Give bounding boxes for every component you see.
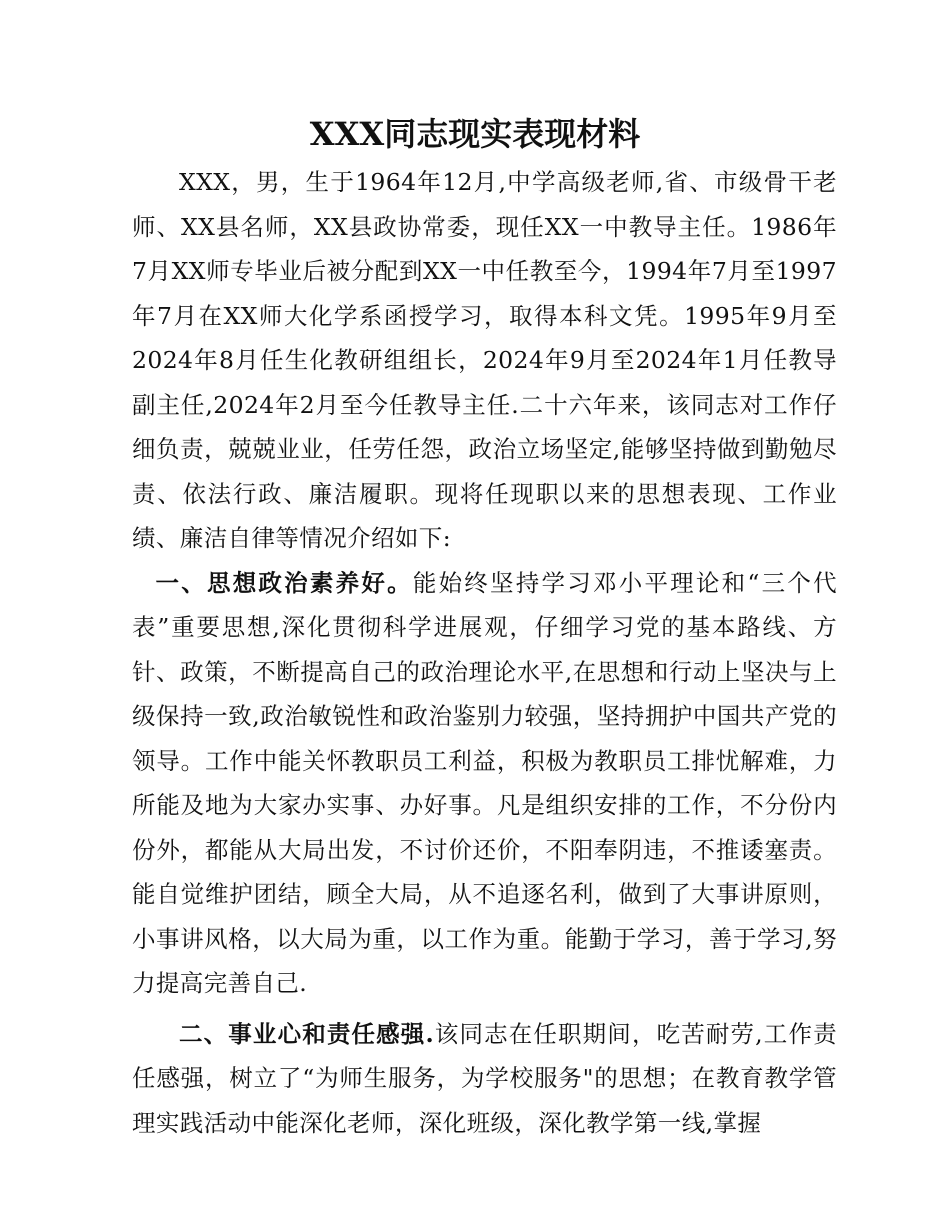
paragraph-text: 该同志在任职期间，吃苦耐劳,工作责任感强，树立了“为师生服务，为学校服务"的思想；在教育教学管理实践活动中能深化老师，深化班级，深化教学第一线,掌握 bbox=[132, 1019, 837, 1137]
paragraph-intro bbox=[132, 160, 837, 561]
paragraph-text: 能始终坚持学习邓小平理论和“三个代表”重要思想,深化贯彻科学进展观，仔细学习党的基本路线、方针、政策，不断提高自己的政治理论水平,在思想和行动上坚决与上级保持一致,政治敏锐性和政治鉴别力较强，坚持拥护中国共产党的领导。工作中能关怀教职员工利益，积极为教职员工排忧解难，力所能及地为大家办实事、办好事。凡是组织安排的工作，不分份内份外，都能从大局出发，不讨价还价，不阳奉阴违，不推诿塞责。能自觉维护团结，顾全大局，从不追逐名利，做到了大事讲原则，小事讲风格，以大局为重，以工作为重。能勤于学习，善于学习,努力提高完善自己. bbox=[132, 568, 837, 997]
document-body bbox=[132, 160, 837, 1145]
paragraph-text: XXX，男，生于1964年12月,中学高级老师,省、市级骨干老师、XX县名师，XX县政协常委，现任XX一中教导主任。1986年7月XX师专毕业后被分配到XX一中任教至今，1994年7月至1997年7月在XX师大化学系函授学习，取得本科文凭。1995年9月至2024年8月任生化教研组组长，2024年9月至2024年1月任教导副主任,2024年2月至今任教导主任.二十六年来，该同志对工作仔细负责，兢兢业业，任劳任怨，政治立场坚定,能够坚持做到勤勉尽责、依法行政、廉洁履职。现将任现职以来的思想表现、工作业绩、廉洁自律等情况介绍如下: bbox=[132, 168, 837, 552]
section-heading: 一、思想政治素养好。 bbox=[155, 568, 413, 597]
document-title: XXX同志现实表现材料 bbox=[309, 115, 641, 153]
paragraph-section-2 bbox=[132, 1012, 837, 1146]
section-heading: 二、事业心和责任感强. bbox=[179, 1019, 435, 1048]
paragraph-section-1 bbox=[132, 561, 837, 1006]
